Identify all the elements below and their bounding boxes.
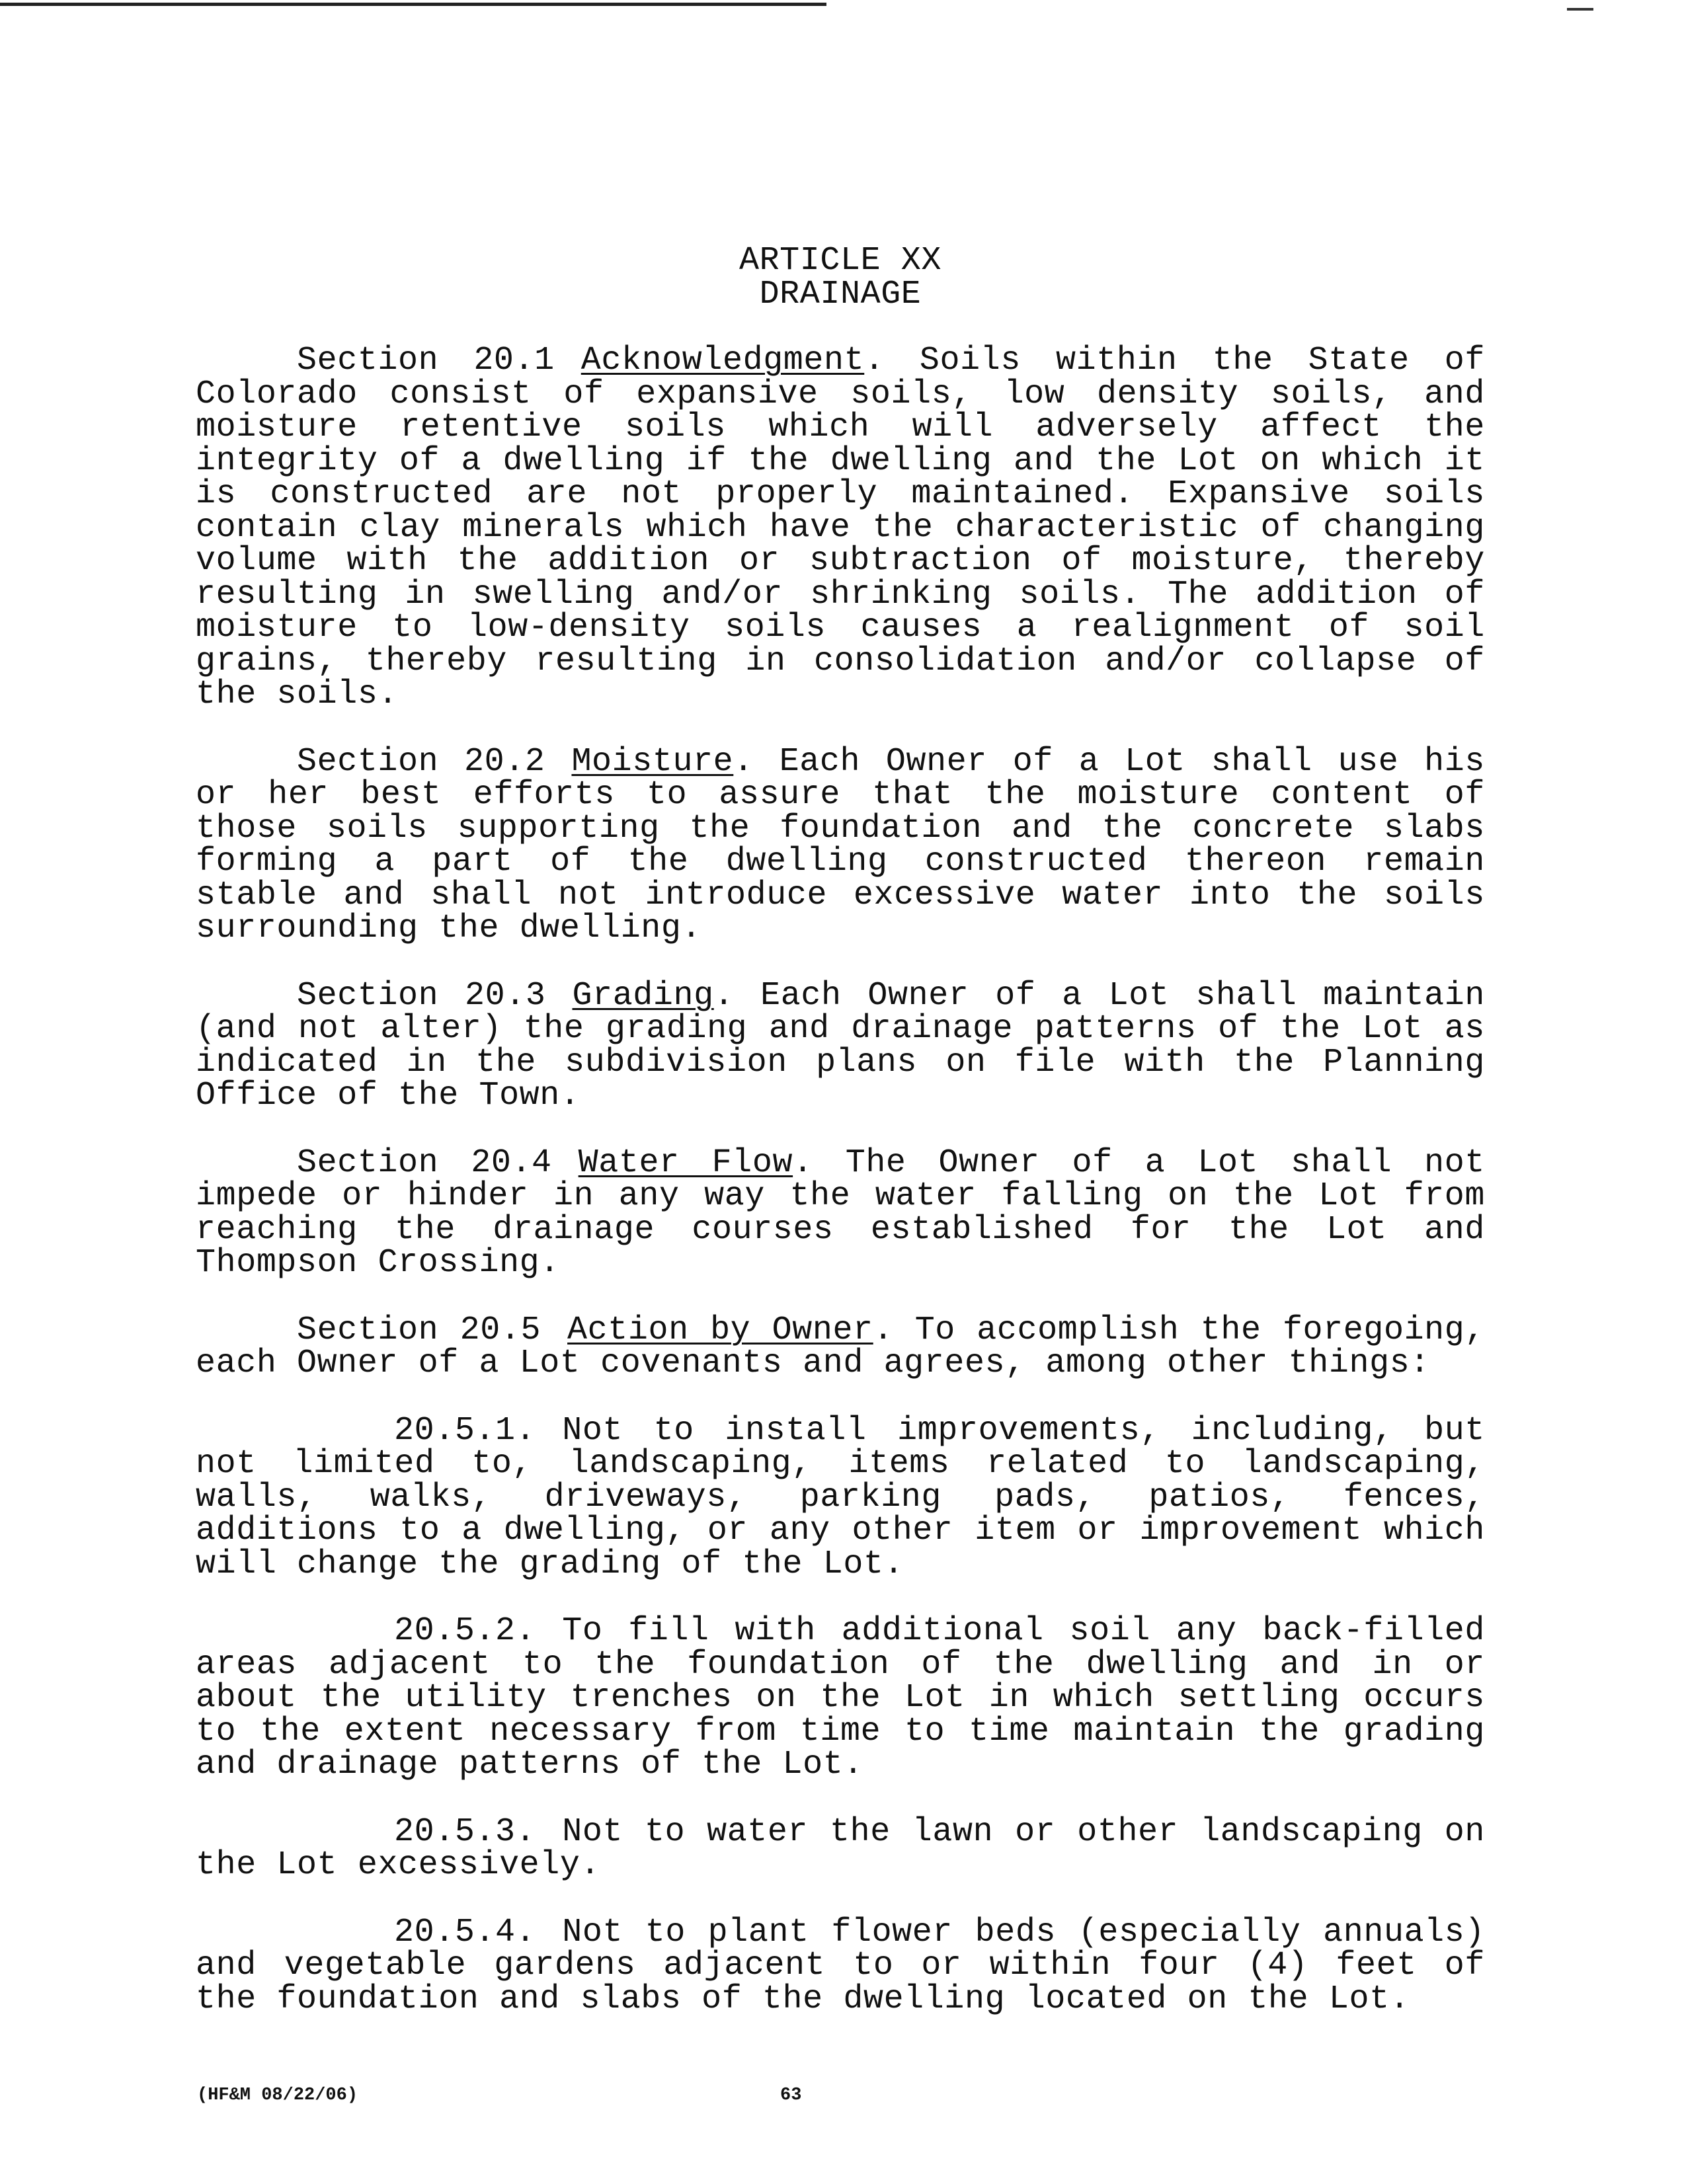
footer-document-code: (HF&M 08/22/06)	[197, 2086, 358, 2105]
section-number: Section 20.5	[297, 1311, 541, 1349]
article-title: DRAINAGE	[759, 275, 922, 313]
section-title: Moisture	[571, 742, 734, 781]
subsection-number: 20.5.3.	[394, 1813, 536, 1851]
section-title: Grading	[572, 976, 714, 1015]
section-title: Action by Owner	[567, 1311, 873, 1349]
subsection-text: Not to water the lawn or other landscaping on the Lot excessively.	[196, 1813, 1485, 1884]
section-20-2: Section 20.2 Moisture. Each Owner of a Lot shall use his or her best efforts to assure that the moisture content of those soils supporting the foundation and the concrete slabs forming a part of the dwelling constructed thereon remain stable and shall not introduce excessive water into the soils surrounding the dwelling.	[196, 742, 1485, 947]
document-page	[196, 242, 1485, 2018]
subsection-number: 20.5.2.	[394, 1612, 536, 1650]
subsection-20-5-3	[196, 1813, 1485, 1884]
section-20-4: Section 20.4 Water Flow. The Owner of a Lot shall not impede or hinder in any way the water falling on the Lot from reaching the drainage courses established for the Lot and Thompson Crossing.	[196, 1144, 1485, 1282]
subsection-text: To fill with additional soil any back-filled areas adjacent to the foundation of the dwelling and in or about the utility trenches on the Lot in which settling occurs to the extent necessary from time to time maintain the grading and drainage patterns of the Lot.	[196, 1612, 1485, 1783]
scan-artifact-top-line	[0, 3, 826, 6]
section-text: Each Owner of a Lot shall use his or her best efforts to assure that the moisture content of those soils supporting the foundation and the concrete slabs forming a part of the dwelling constructed thereon remain stable and shall not introduce excessive water into the soils surrounding the dwelling.	[196, 742, 1485, 947]
scan-artifact-right-mark	[1567, 8, 1593, 11]
subsection-20-5-2	[196, 1612, 1485, 1783]
subsection-20-5-1	[196, 1411, 1485, 1583]
article-heading	[196, 242, 1485, 313]
section-number: Section 20.2	[297, 742, 545, 781]
section-title: Water Flow	[578, 1144, 793, 1182]
subsection-number: 20.5.4.	[394, 1913, 536, 1951]
section-20-1: Section 20.1 Acknowledgment. Soils within the State of Colorado consist of expansive soils, low density soils, and moisture retentive soils which will adversely affect the integrity of a dwelling if the dwelling and the Lot on which it is constructed are not properly maintained. Expansive soils contain clay minerals which have the characteristic of changing volume with the addition or subtraction of moisture, thereby resulting in swelling and/or shrinking soils. The addition of moisture to low-density soils causes a realignment of soil grains, thereby resulting in consolidation and/or collapse of the soils.	[196, 342, 1485, 713]
subsection-text: Not to plant flower beds (especially annuals) and vegetable gardens adjacent to or within four (4) feet of the foundation and slabs of the dwelling located on the Lot.	[196, 1913, 1485, 2018]
section-number: Section 20.3	[297, 976, 546, 1015]
section-number: Section 20.4	[297, 1144, 552, 1182]
section-text: The Owner of a Lot shall not impede or hinder in any way the water falling on the Lot from reaching the drainage courses established for the Lot and Thompson Crossing.	[196, 1144, 1485, 1282]
section-20-5: Section 20.5 Action by Owner. To accomplish the foregoing, each Owner of a Lot covenants and agrees, among other things:	[196, 1311, 1485, 1382]
section-20-3: Section 20.3 Grading. Each Owner of a Lot shall maintain (and not alter) the grading and drainage patterns of the Lot as indicated in the subdivision plans on file with the Planning Office of the Town.	[196, 976, 1485, 1114]
article-number: ARTICLE XX	[739, 242, 942, 280]
section-text: To accomplish the foregoing, each Owner of a Lot covenants and agrees, among other things:	[196, 1311, 1485, 1382]
section-title: Acknowledgment	[581, 342, 865, 379]
footer-page-number: 63	[780, 2086, 802, 2105]
subsection-text: Not to install improvements, including, but not limited to, landscaping, items related to landscaping, walls, walks, driveways, parking pads, patios, fences, additions to a dwelling, or any other item or improvement which will change the grading of the Lot.	[196, 1411, 1485, 1583]
subsection-number: 20.5.1.	[394, 1411, 536, 1450]
section-number: Section 20.1	[297, 342, 555, 379]
section-text: Each Owner of a Lot shall maintain (and not alter) the grading and drainage patterns of the Lot as indicated in the subdivision plans on file with the Planning Office of the Town.	[196, 976, 1485, 1114]
subsection-20-5-4	[196, 1913, 1485, 2018]
section-text: Soils within the State of Colorado consist of expansive soils, low density soils, and moisture retentive soils which will adversely affect the integrity of a dwelling if the dwelling and the Lot on which it is constructed are not properly maintained. Expansive soils contain clay minerals which have the characteristic of changing volume with the addition or subtraction of moisture, thereby resulting in swelling and/or shrinking soils. The addition of moisture to low-density soils causes a realignment of soil grains, thereby resulting in consolidation and/or collapse of the soils.	[196, 342, 1485, 713]
